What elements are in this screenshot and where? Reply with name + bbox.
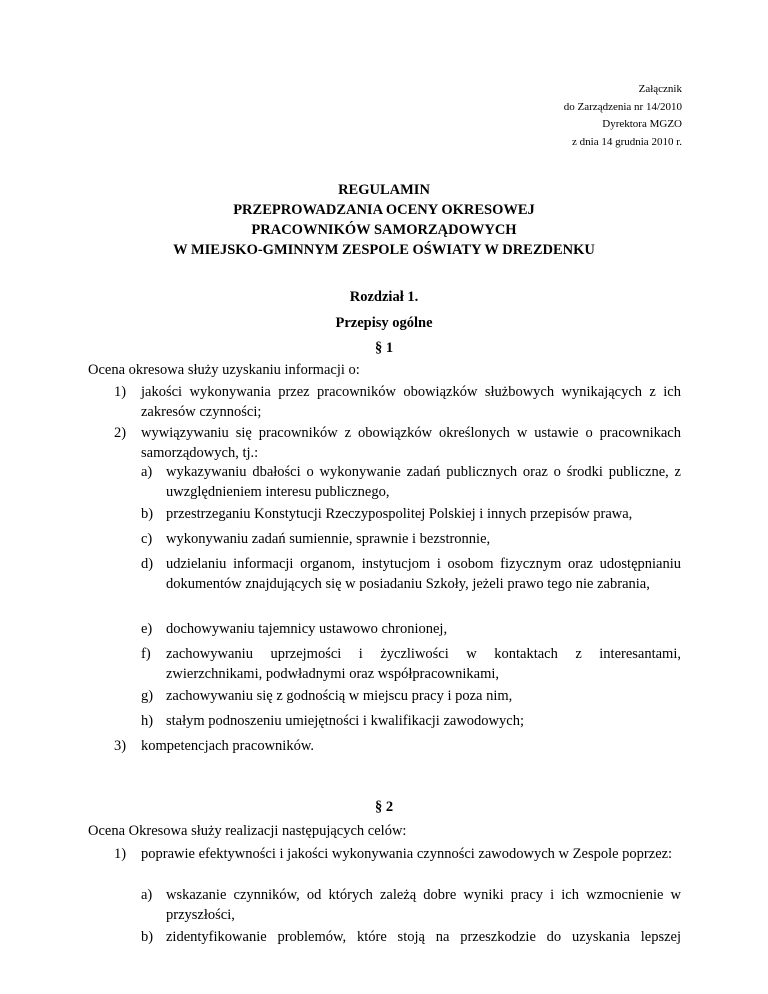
chapter-name: Przepisy ogólne xyxy=(335,315,433,331)
subitem-marker: b) xyxy=(141,929,154,945)
section-2-subitem-b xyxy=(141,928,681,948)
section-1-intro: Ocena okresowa służy uzyskaniu informacji o: xyxy=(88,362,360,378)
chapter-number: Rozdział 1. xyxy=(349,289,419,305)
section-2-item-1 xyxy=(114,845,681,865)
section-1-item-1 xyxy=(114,383,681,422)
title-line-1: REGULAMIN xyxy=(338,182,430,198)
section-1-item-3 xyxy=(114,737,681,757)
item-marker: 2) xyxy=(114,425,127,441)
subitem-marker: a) xyxy=(141,464,153,480)
subitem-marker: b) xyxy=(141,506,154,522)
item-marker: 1) xyxy=(114,384,127,400)
subitem-text: wskazanie czynników, od których zależą dobre wyniki pracy i ich wzmocnienie w przyszłości, xyxy=(166,887,681,923)
section-1-subitem-h xyxy=(141,712,681,732)
subitem-marker: d) xyxy=(141,556,154,572)
subitem-marker: g) xyxy=(141,688,154,704)
section-1-subitem-g xyxy=(141,687,681,707)
section-1-subitem-e xyxy=(141,620,681,640)
subitem-text: zachowywaniu uprzejmości i życzliwości w kontaktach z interesantami, zwierzchnikami, podwładnymi oraz współpracownikami, xyxy=(166,646,681,682)
subitem-text: udzielaniu informacji organom, instytucjom i osobom fizycznym oraz udostępnianiu dokumentów znajdujących się w posiadaniu Szkoły, jeżeli prawo tego nie zabrania, xyxy=(166,556,681,592)
item-text: jakości wykonywania przez pracowników obowiązków służbowych wynikających z ich zakresów czynności; xyxy=(141,384,681,420)
title-line-2: PRZEPROWADZANIA OCENY OKRESOWEJ xyxy=(233,202,535,218)
subitem-marker: c) xyxy=(141,531,153,547)
title-line-4: W MIEJSKO-GMINNYM ZESPOLE OŚWIATY W DREZDENKU xyxy=(173,242,595,258)
annex-line-3: Dyrektora MGZO xyxy=(602,118,682,130)
item-marker: 3) xyxy=(114,738,127,754)
item-text: wywiązywaniu się pracowników z obowiązków określonych w ustawie o pracownikach samorządowych, tj.: xyxy=(141,425,681,461)
subitem-text: wykonywaniu zadań sumiennie, sprawnie i bezstronnie, xyxy=(166,531,491,547)
section-1-item-2 xyxy=(114,424,681,463)
annex-line-2: do Zarządzenia nr 14/2010 xyxy=(563,100,682,113)
subitem-text: dochowywaniu tajemnicy ustawowo chronionej, xyxy=(166,621,448,637)
subitem-text: zidentyfikowanie problemów, które stoją na przeszkodzie do uzyskania lepszej xyxy=(166,929,681,945)
subitem-marker: f) xyxy=(141,646,151,662)
section-2-subitem-a xyxy=(141,886,681,925)
item-text: poprawie efektywności i jakości wykonywania czynności zawodowych w Zespole poprzez: xyxy=(141,846,673,862)
section-1-subitem-a xyxy=(141,463,681,502)
annex-line-4: z dnia 14 grudnia 2010 r. xyxy=(572,135,682,148)
subitem-marker: e) xyxy=(141,621,153,637)
subitem-text: wykazywaniu dbałości o wykonywanie zadań publicznych oraz o środki publiczne, z uwzględnieniem interesu publicznego, xyxy=(166,464,681,500)
annex-header xyxy=(564,81,682,151)
document-title xyxy=(0,180,768,260)
subitem-text: zachowywaniu się z godnością w miejscu pracy i poza nim, xyxy=(166,688,513,704)
section-1-symbol: § 1 xyxy=(374,340,394,356)
section-1-subitem-b xyxy=(141,505,681,525)
subitem-text: przestrzeganiu Konstytucji Rzeczypospolitej Polskiej i innych przepisów prawa, xyxy=(166,506,633,522)
section-1-subitem-c xyxy=(141,530,681,550)
item-marker: 1) xyxy=(114,846,127,862)
subitem-marker: h) xyxy=(141,713,154,729)
annex-line-1: Załącznik xyxy=(638,83,682,95)
subitem-marker: a) xyxy=(141,887,153,903)
section-2-symbol: § 2 xyxy=(374,799,394,815)
item-text: kompetencjach pracowników. xyxy=(141,738,314,754)
subitem-text: stałym podnoszeniu umiejętności i kwalifikacji zawodowych; xyxy=(166,713,524,729)
section-2-intro: Ocena Okresowa służy realizacji następujących celów: xyxy=(88,823,407,839)
section-1-subitem-f xyxy=(141,645,681,684)
title-line-3: PRACOWNIKÓW SAMORZĄDOWYCH xyxy=(251,222,517,238)
section-1-subitem-d xyxy=(141,555,681,594)
